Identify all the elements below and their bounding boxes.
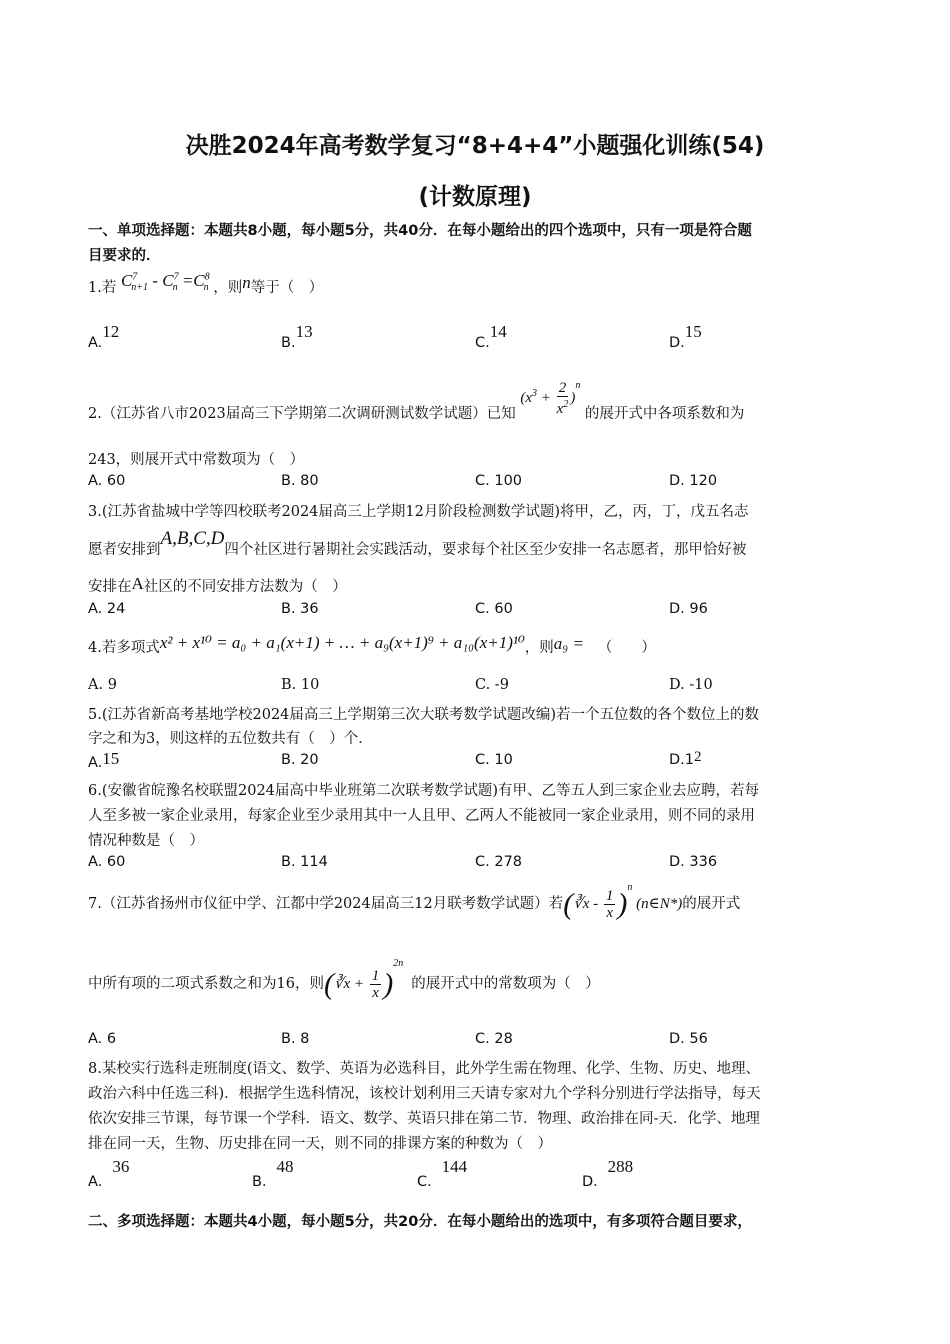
q5-option-b[interactable]: B. 20 — [281, 752, 319, 768]
q1-option-c[interactable]: C.14 — [475, 322, 507, 351]
q1-option-a[interactable]: A.12 — [88, 322, 120, 351]
q8-option-b[interactable]: B．48 — [252, 1157, 294, 1190]
question-6-stem-line3: 情况种数是（ ） — [88, 833, 204, 849]
section1-heading-line2: 目要求的． — [88, 248, 161, 264]
q5-option-d[interactable]: D.12 — [669, 749, 702, 768]
document-title: 决胜2024年高考数学复习“8+4+4”小题强化训练(54) — [185, 133, 765, 159]
q1-option-b[interactable]: B.13 — [281, 322, 313, 351]
q2-prefix: 2.（江苏省八市2023届高三下学期第二次调研测试数学试题）已知 — [88, 406, 516, 422]
q4-target: a₉ = — [553, 634, 584, 653]
q1-suffix: 等于（ ） — [250, 280, 324, 296]
question-5-stem-line2: 字之和为3，则这样的五位数共有（ ）个． — [88, 731, 373, 747]
question-2-stem — [88, 380, 745, 422]
question-3-stem-line3: 安排在A社区的不同安排方法数为（ ） — [88, 574, 347, 595]
section2-heading: 二、多项选择题：本题共4小题，每小题5分，共20分．在每小题给出的选项中，有多项符合题目要求， — [88, 1214, 752, 1230]
question-5-stem-line1: 5.(江苏省新高考基地学校2024届高三上学期第三次大联考数学试题改编)若一个五位数的各个数位上的数 — [88, 707, 760, 723]
question-3-stem-line2: 愿者安排到A,B,C,D四个社区进行暑期社会实践活动，要求每个社区至少安排一名志愿者，那甲恰好被 — [88, 528, 747, 558]
q1-formula: $C^7_{n+1} - C^7_n =C^8_n$ — [120, 271, 210, 294]
q6-option-b[interactable]: B. 114 — [281, 854, 328, 870]
question-8-stem-line2: 政治六科中任选三科)．根据学生选科情况，该校计划利用三天请专家对九个学科分别进行学法指导，每天 — [88, 1086, 761, 1102]
q4-option-c[interactable]: C. -9 — [475, 677, 509, 693]
q7-formula-1: (∛x - $\frac{1}{x}$ )$^n$ (n∈N*) — [563, 882, 683, 922]
question-1-stem — [88, 271, 324, 299]
q7-option-b[interactable]: B. 8 — [281, 1031, 310, 1047]
question-8-stem-line4: 排在同一天，生物、历史排在同一天，则不同的排课方案的种数为（ ） — [88, 1136, 552, 1152]
q2-option-a[interactable]: A. 60 — [88, 473, 126, 489]
q7-option-c[interactable]: C. 28 — [475, 1031, 513, 1047]
q1-prefix: 1.若 — [88, 280, 117, 296]
q2-option-c[interactable]: C. 100 — [475, 473, 523, 489]
question-8-stem-line1: 8.某校实行选科走班制度(语文、数学、英语为必选科目，此外学生需在物理、化学、生物、历史、地理、 — [88, 1061, 760, 1077]
q7-condition: (n∈N*) — [636, 896, 683, 912]
question-6-stem-line1: 6.(安徽省皖豫名校联盟2024届高中毕业班第二次联考数学试题)有甲、乙等五人到三家企业去应聘，若每 — [88, 783, 760, 799]
q7-formula-2: (∛x + $\frac{1}{x}$ )$^{2n}$ — [323, 958, 404, 1002]
q2-formula: ($x^3$ + $\frac{2}{x^2}$ )$^n$ — [520, 380, 581, 418]
q1-middle: ，则 — [213, 280, 243, 296]
q5-option-a[interactable]: A.15 — [88, 749, 120, 771]
q1-var: n — [242, 273, 251, 292]
document-subtitle: (计数原理) — [418, 184, 532, 210]
q3-option-a[interactable]: A. 24 — [88, 601, 126, 617]
q2-option-b[interactable]: B. 80 — [281, 473, 319, 489]
q6-option-d[interactable]: D. 336 — [669, 854, 718, 870]
q7-option-d[interactable]: D. 56 — [669, 1031, 708, 1047]
q4-option-d[interactable]: D. -10 — [669, 677, 713, 693]
section1-heading-line1: 一、单项选择题：本题共8小题，每小题5分，共40分．在每小题给出的四个选项中，只有一项是符合题 — [88, 223, 752, 239]
q8-option-a[interactable]: A．36 — [88, 1157, 130, 1190]
q4-option-b[interactable]: B. 10 — [281, 677, 320, 693]
q8-option-c[interactable]: C．144 — [417, 1157, 468, 1190]
question-8-stem-line3: 依次安排三节课，每节课一个学科．语文、数学、英语只排在第二节．物理、政治排在同-天．化学、地理 — [88, 1111, 760, 1127]
q7-option-a[interactable]: A. 6 — [88, 1031, 117, 1047]
q6-option-a[interactable]: A. 60 — [88, 854, 126, 870]
q8-option-d[interactable]: D．288 — [582, 1157, 634, 1190]
q3-communities: A,B,C,D — [160, 528, 225, 549]
q2-option-d[interactable]: D. 120 — [669, 473, 718, 489]
question-3-stem-line1: 3.(江苏省盐城中学等四校联考2024届高三上学期12月阶段检测数学试题)将甲，乙，丙，丁，戊五名志 — [88, 504, 749, 520]
question-7-stem-line1: 7.（江苏省扬州市仪征中学、江都中学2024届高三12月联考数学试题）若(∛x - $\frac{1}{x}$ )$^n$ (n∈N*)的展开式 — [88, 882, 741, 922]
q1-option-d[interactable]: D.15 — [669, 322, 702, 351]
q6-option-c[interactable]: C. 278 — [475, 854, 523, 870]
question-2-stem-line2: 243，则展开式中常数项为（ ） — [88, 452, 305, 468]
q4-option-a[interactable]: A. 9 — [88, 677, 117, 693]
q3-option-d[interactable]: D. 96 — [669, 601, 708, 617]
q3-option-b[interactable]: B. 36 — [281, 601, 319, 617]
q4-formula: x² + x¹⁰ = a₀ + a₁(x+1) + … + a₉(x+1)⁹ + a₁₀(x+1)¹⁰ — [159, 633, 525, 652]
q3-option-c[interactable]: C. 60 — [475, 601, 513, 617]
question-4-stem: 4.若多项式x² + x¹⁰ = a₀ + a₁(x+1) + … + a₉(x+1)⁹ + a₁₀(x+1)¹⁰，则a₉ = （ ） — [88, 633, 656, 656]
question-7-stem-line2: 中所有项的二项式系数之和为16，则(∛x + $\frac{1}{x}$ )$^{2n}$的展开式中的常数项为（ ） — [88, 958, 600, 1002]
q5-option-c[interactable]: C. 10 — [475, 752, 513, 768]
question-6-stem-line2: 人至多被一家企业录用，每家企业至少录用其中一人且甲、乙两人不能被同一家企业录用，则不同的录用 — [88, 808, 755, 824]
q2-suffix: 的展开式中各项系数和为 — [584, 406, 745, 422]
